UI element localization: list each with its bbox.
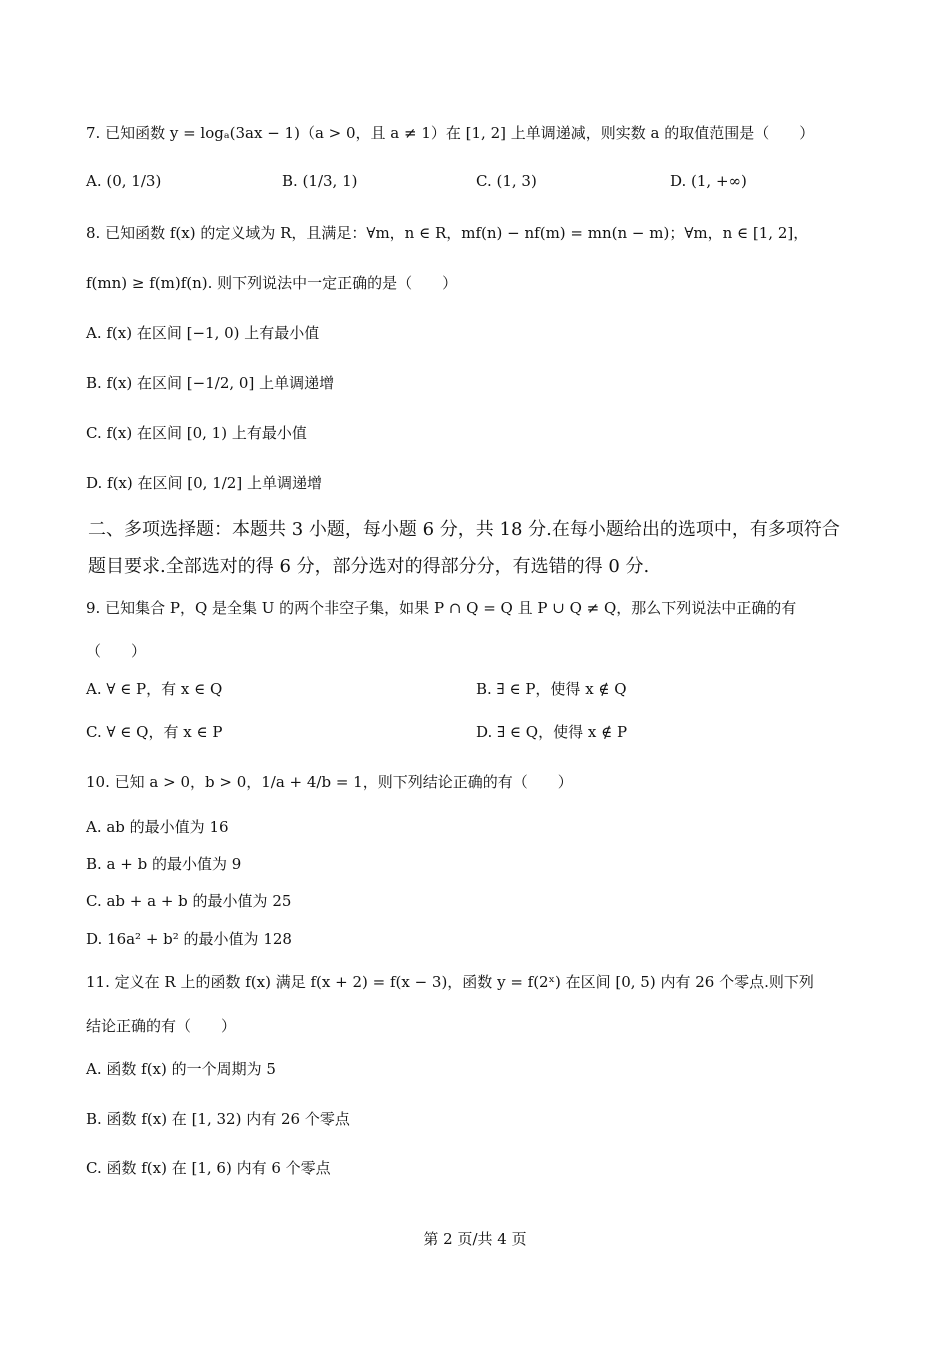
q9-option-a: A. ∀ ∈ P，有 x ∈ Q: [86, 680, 223, 698]
q8-option-a: A. f(x) 在区间 [−1, 0) 上有最小值: [86, 324, 320, 342]
q11-option-c: C. 函数 f(x) 在 [1, 6) 内有 6 个零点: [86, 1159, 331, 1177]
q11-stem: 11. 定义在 R 上的函数 f(x) 满足 f(x + 2) = f(x − 3)，函数 y = f(2ˣ) 在区间 [0, 5) 内有 26 个零点.则下列: [86, 973, 814, 991]
section-2-instructions-line1: 二、多项选择题：本题共 3 小题，每小题 6 分，共 18 分.在每小题给出的选项中，有多项符合: [88, 519, 840, 540]
q7-stem: 7. 已知函数 y = logₐ(3ax − 1)（a > 0，且 a ≠ 1）在 [1, 2] 上单调递减，则实数 a 的取值范围是（ ）: [86, 124, 815, 142]
q11-stem-continued: 结论正确的有（ ）: [86, 1017, 237, 1035]
q9-option-d: D. ∃ ∈ Q，使得 x ∉ P: [476, 723, 628, 741]
q10-stem: 10. 已知 a > 0，b > 0，1/a + 4/b = 1，则下列结论正确的有（ ）: [86, 773, 573, 791]
q10-option-d: D. 16a² + b² 的最小值为 128: [86, 930, 292, 948]
q11-option-b: B. 函数 f(x) 在 [1, 32) 内有 26 个零点: [86, 1110, 350, 1128]
q7-option-a: A. (0, 1/3): [86, 172, 162, 190]
q8-stem: 8. 已知函数 f(x) 的定义域为 R，且满足：∀m，n ∈ R，mf(n) − nf(m) = mn(n − m)；∀m，n ∈ [1, 2]，: [86, 224, 809, 242]
q7-option-d: D. (1, +∞): [670, 172, 747, 190]
q8-option-c: C. f(x) 在区间 [0, 1) 上有最小值: [86, 424, 307, 442]
page-footer: 第 2 页/共 4 页: [423, 1230, 527, 1248]
q10-option-b: B. a + b 的最小值为 9: [86, 855, 242, 873]
q7-option-c: C. (1, 3): [476, 172, 537, 190]
q8-stem-continued: f(mn) ≥ f(m)f(n). 则下列说法中一定正确的是（ ）: [86, 274, 458, 292]
q9-option-b: B. ∃ ∈ P，使得 x ∉ Q: [476, 680, 627, 698]
q9-option-c: C. ∀ ∈ Q，有 x ∈ P: [86, 723, 223, 741]
q11-option-a: A. 函数 f(x) 的一个周期为 5: [86, 1060, 276, 1078]
q9-stem: 9. 已知集合 P，Q 是全集 U 的两个非空子集，如果 P ∩ Q = Q 且 P ∪ Q ≠ Q，那么下列说法中正确的有: [86, 599, 797, 617]
q10-option-c: C. ab + a + b 的最小值为 25: [86, 892, 292, 910]
q8-option-b: B. f(x) 在区间 [−1/2, 0] 上单调递增: [86, 374, 335, 392]
q9-stem-continued: （ ）: [86, 642, 147, 660]
q10-option-a: A. ab 的最小值为 16: [86, 818, 229, 836]
q8-option-d: D. f(x) 在区间 [0, 1/2] 上单调递增: [86, 474, 322, 492]
section-2-instructions-line2: 题目要求.全部选对的得 6 分，部分选对的得部分分，有选错的得 0 分.: [88, 556, 650, 577]
q7-option-b: B. (1/3, 1): [282, 172, 358, 190]
